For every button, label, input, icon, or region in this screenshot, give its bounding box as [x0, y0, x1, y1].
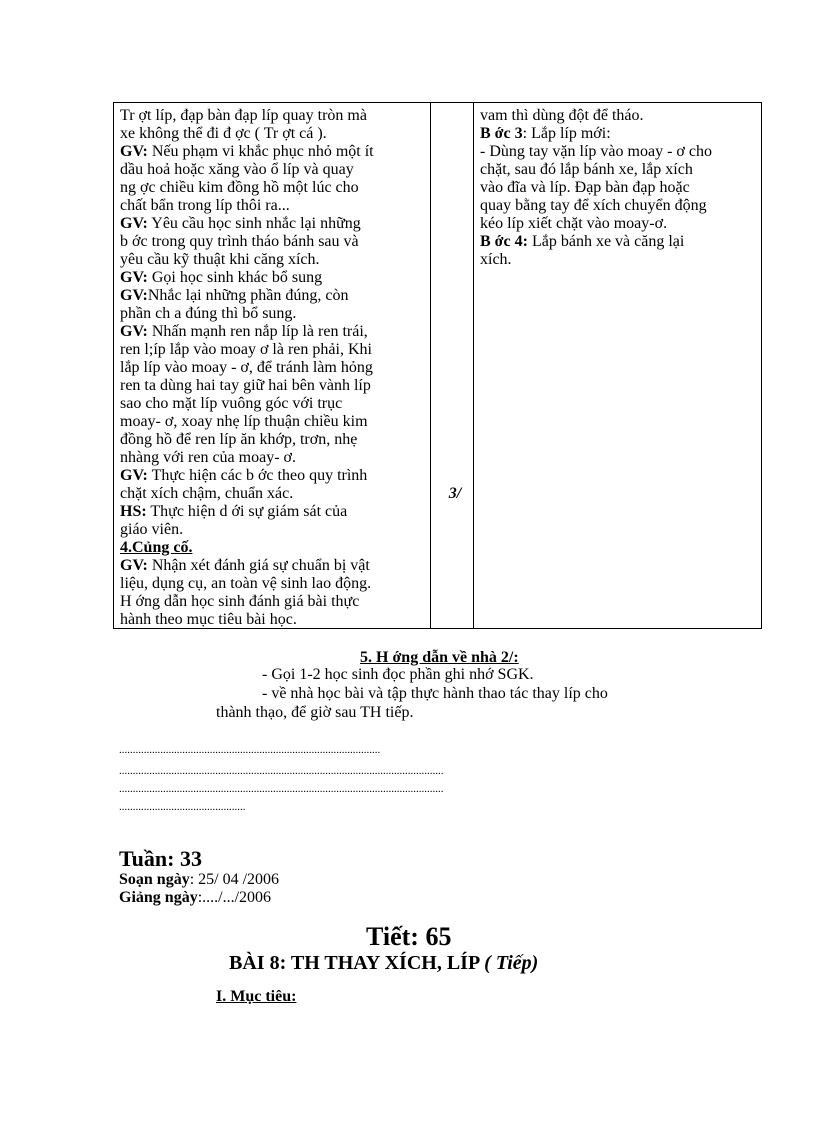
- week-heading: Tuần: 33: [119, 846, 202, 871]
- activity-line: [120, 467, 428, 485]
- activity-text: HS:: [120, 503, 147, 520]
- content-line: [480, 179, 756, 197]
- activity-line: [120, 377, 428, 395]
- period-heading: Tiết: 65: [366, 922, 452, 951]
- activity-text: ren ta dùng hai tay giữ hai bên vành líp: [120, 377, 371, 394]
- activity-line: [120, 161, 428, 179]
- lesson-table: [113, 102, 762, 629]
- activity-text: Thực hiện d ới sự giám sát của: [146, 503, 348, 520]
- time-value: 3/: [448, 485, 462, 502]
- activity-text: nhàng với ren của moay- ơ.: [120, 449, 296, 466]
- activity-line: [120, 323, 428, 341]
- content-line: [480, 197, 756, 215]
- activity-text: chặt xích chậm, chuẩn xác.: [120, 485, 294, 502]
- teach-date: [119, 889, 271, 907]
- content-line: [480, 107, 756, 125]
- content-text: : Lắp líp mới:: [522, 125, 611, 142]
- activity-text: H ớng dẫn học sinh đánh giá bài thực: [120, 593, 360, 610]
- activity-line: [120, 449, 428, 467]
- activity-text: yêu cầu kỹ thuật khi căng xích.: [120, 251, 320, 268]
- homework-title: 5. H ớng dẫn về nhà 2/:: [360, 649, 519, 666]
- activity-line: [120, 143, 428, 161]
- activity-line: [120, 341, 428, 359]
- activity-line: [120, 431, 428, 449]
- homework-line-1: - Gọi 1-2 học sinh đọc phần ghi nhớ SGK.: [262, 666, 534, 683]
- activity-line: [120, 197, 428, 215]
- activity-text: Yêu cầu học sinh nhắc lại những: [147, 215, 361, 232]
- activity-line: [120, 251, 428, 269]
- activity-text: Gọi học sinh khác bổ sung: [147, 269, 323, 286]
- content-line: [480, 161, 756, 179]
- activity-line: [120, 125, 428, 143]
- activity-line: [120, 539, 428, 557]
- teach-date-label: Giảng ngày: [119, 889, 198, 906]
- activity-line: [120, 575, 428, 593]
- activity-text: Nhấn mạnh ren nắp líp là ren trái,: [147, 323, 368, 340]
- content-line: [480, 125, 756, 143]
- activity-text: GV:: [120, 467, 148, 484]
- activity-line: [120, 179, 428, 197]
- content-text: - Dùng tay vặn líp vào moay - ơ cho: [480, 143, 712, 160]
- activity-text: Nhận xét đánh giá sự chuẩn bị vật: [147, 557, 370, 574]
- content-text: quay bằng tay để xích chuyển động: [480, 197, 707, 214]
- activity-text: sao cho mặt líp vuông góc với trục: [120, 395, 343, 412]
- objectives-heading: I. Mục tiêu:: [216, 988, 297, 1005]
- content-text: kéo líp xiết chặt vào moay-ơ.: [480, 215, 668, 232]
- activity-line: [120, 107, 428, 125]
- column-divider-2: [473, 103, 474, 628]
- activity-text: Nhắc lại những phần đúng, còn: [147, 287, 349, 304]
- dotted-line-3: ......................................................................................................................: [119, 783, 444, 795]
- lesson-title-suffix: ( Tiếp): [484, 952, 539, 974]
- content-text: xích.: [480, 251, 512, 268]
- activity-text: Nếu phạm vi khắc phục nhỏ một ít: [147, 143, 374, 160]
- activity-line: [120, 395, 428, 413]
- activity-text: GV:: [120, 215, 148, 232]
- activity-text: liệu, dụng cụ, an toàn vệ sinh lao động.: [120, 575, 372, 592]
- dotted-line-4: ..............................................: [119, 801, 246, 813]
- activity-line: [120, 521, 428, 539]
- activity-text: chất bẩn trong líp thôi ra...: [120, 197, 290, 214]
- activity-text: đồng hồ để ren líp ăn khớp, trơn, nhẹ: [120, 431, 358, 448]
- activity-text: ren l;íp lắp vào moay ơ là ren phải, Khi: [120, 341, 372, 358]
- activity-text: Tr ợt líp, đạp bàn đạp líp quay tròn mà: [120, 107, 367, 124]
- dotted-line-2: ......................................................................................................................: [119, 765, 444, 777]
- activity-text: giáo viên.: [120, 521, 184, 538]
- activity-line: [120, 269, 428, 287]
- activity-line: [120, 359, 428, 377]
- content-text: Lắp bánh xe và căng lại: [527, 233, 685, 250]
- prep-date-label: Soạn ngày: [119, 871, 190, 888]
- prep-date-value: : 25/ 04 /2006: [189, 871, 280, 888]
- content-text: B ớc 4:: [480, 233, 528, 250]
- activity-text: GV:: [120, 287, 148, 304]
- activity-line: [120, 287, 428, 305]
- activity-text: moay- ơ, xoay nhẹ líp thuận chiều kim: [120, 413, 368, 430]
- activity-line: [120, 485, 428, 503]
- dotted-line-1: ...............................................................................................: [119, 744, 381, 756]
- column-divider-1: [430, 103, 431, 628]
- activity-text: GV:: [120, 269, 148, 286]
- prep-date: [119, 871, 279, 889]
- activity-text: GV:: [120, 143, 148, 160]
- lesson-title-text: BÀI 8: TH THAY XÍCH, LÍP: [229, 952, 480, 974]
- activity-line: [120, 611, 428, 629]
- activity-line: [120, 215, 428, 233]
- activity-line: [120, 503, 428, 521]
- content-text: chặt, sau đó lắp bánh xe, lắp xích: [480, 161, 693, 178]
- activity-text: Thực hiện các b ớc theo quy trình: [147, 467, 368, 484]
- activity-text: 4.Củng cố.: [120, 539, 193, 556]
- activity-text: GV:: [120, 557, 148, 574]
- content-text: vào đĩa và líp. Đạp bàn đạp hoặc: [480, 179, 690, 196]
- activity-line: [120, 233, 428, 251]
- teach-date-value: :..../.../2006: [197, 889, 272, 906]
- homework-line-3: thành thạo, để giờ sau TH tiếp.: [216, 704, 414, 721]
- content-line: [480, 251, 756, 269]
- activity-text: hành theo mục tiêu bài học.: [120, 611, 297, 628]
- time-column: [436, 485, 474, 503]
- activity-text: ng ợc chiều kim đồng hồ một lúc cho: [120, 179, 359, 196]
- lesson-title: [229, 952, 538, 975]
- activity-line: [120, 557, 428, 575]
- content-column: [480, 107, 756, 269]
- activity-line: [120, 593, 428, 611]
- activity-line: [120, 305, 428, 323]
- activities-column: [120, 107, 428, 629]
- activity-text: phần ch a đúng thì bổ sung.: [120, 305, 297, 322]
- content-text: B ớc 3: [480, 125, 523, 142]
- content-line: [480, 233, 756, 251]
- content-text: vam thì dùng đột để tháo.: [480, 107, 644, 124]
- content-line: [480, 143, 756, 161]
- activity-text: dầu hoả hoặc xăng vào ổ líp và quay: [120, 161, 354, 178]
- activity-text: lắp líp vào moay - ơ, để tránh làm hỏng: [120, 359, 373, 376]
- activity-text: GV:: [120, 323, 148, 340]
- activity-text: xe không thể đi đ ợc ( Tr ợt cá ).: [120, 125, 327, 142]
- homework-line-2: - về nhà học bài và tập thực hành thao tác thay líp cho: [262, 685, 608, 702]
- activity-line: [120, 413, 428, 431]
- content-line: [480, 215, 756, 233]
- activity-text: b ớc trong quy trình tháo bánh sau và: [120, 233, 359, 250]
